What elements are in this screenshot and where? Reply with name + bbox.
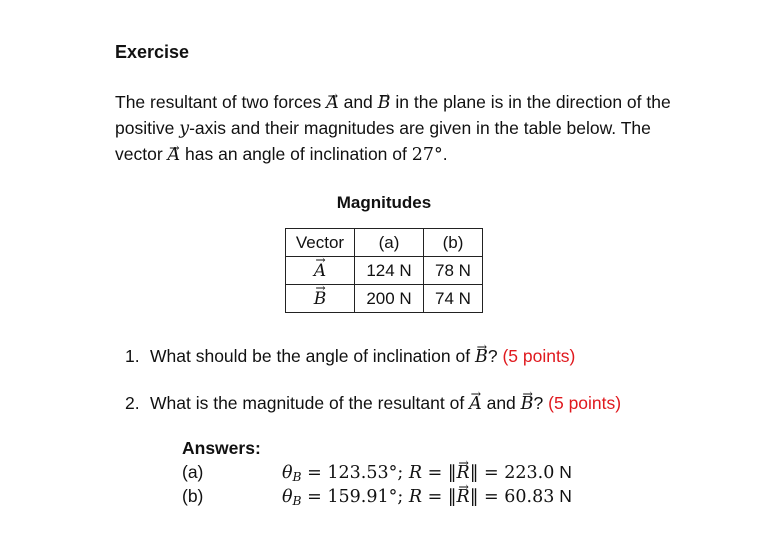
- points-label: (5 points): [548, 393, 622, 413]
- separator: ;: [397, 463, 409, 483]
- intro-text: and: [338, 92, 378, 112]
- table-header-cell: Vector: [286, 229, 355, 257]
- vector-a: → A: [469, 394, 482, 414]
- intro-text: has an angle of inclination of: [180, 144, 412, 164]
- separator: ;: [397, 487, 409, 507]
- vector-b: → B: [475, 347, 488, 367]
- vector-a: → A: [326, 91, 339, 116]
- intro-text: .: [442, 144, 448, 164]
- answer-unit: N: [554, 462, 572, 482]
- theta-subscript: B: [292, 494, 302, 509]
- exercise-heading: Exercise: [115, 42, 190, 62]
- table-header-cell: (b): [424, 229, 483, 257]
- table-cell: 78 N: [424, 257, 483, 285]
- norm-close: ‖ =: [469, 487, 505, 507]
- magnitudes-table: [285, 228, 483, 313]
- vector-b: → B: [378, 91, 391, 116]
- question-number: 2.: [125, 393, 140, 413]
- theta-symbol: θ: [282, 487, 293, 507]
- question-number: 1.: [125, 346, 140, 366]
- question-text: ?: [487, 346, 498, 366]
- table-cell-vector: [286, 285, 355, 313]
- vector-r: → R: [457, 487, 470, 507]
- intro-paragraph: [115, 90, 675, 168]
- points-label: (5 points): [502, 346, 576, 366]
- table-cell: 200 N: [355, 285, 424, 313]
- table-cell: 74 N: [424, 285, 483, 313]
- table-cell: 124 N: [355, 257, 424, 285]
- question-text: ?: [533, 393, 544, 413]
- vector-b: → B: [521, 394, 534, 414]
- equals: =: [301, 487, 328, 507]
- norm-open: = ‖: [422, 463, 457, 483]
- intro-text: -axis and their magnitudes are given in the table below. The vector: [115, 118, 651, 164]
- vector-a: → A: [168, 143, 181, 168]
- vector-b: → B: [314, 289, 327, 309]
- question-list: [125, 346, 621, 440]
- question-text: and: [481, 393, 521, 413]
- vector-r: → R: [457, 463, 470, 483]
- question-item: [125, 393, 621, 440]
- answer-formula: [282, 486, 572, 508]
- table-header-cell: (a): [355, 229, 424, 257]
- intro-text: in the plane is in the direction of the positive: [115, 92, 671, 138]
- norm-open: = ‖: [422, 487, 457, 507]
- inclination-angle: 27°: [411, 145, 443, 165]
- intro-text: The resultant of two forces: [115, 92, 327, 112]
- theta-symbol: θ: [282, 463, 293, 483]
- norm-close: ‖ =: [469, 463, 505, 483]
- answer-formula: [282, 462, 572, 484]
- answer-angle: 159.91°: [327, 487, 398, 507]
- question-text: What should be the angle of inclination of: [150, 346, 475, 366]
- answer-row: [182, 462, 572, 484]
- equals: =: [301, 463, 328, 483]
- answer-row: [182, 486, 572, 508]
- question-item: [125, 346, 621, 393]
- question-text: What is the magnitude of the resultant of: [150, 393, 470, 413]
- r-symbol: R: [408, 463, 422, 483]
- answer-magnitude: 60.83: [504, 487, 555, 507]
- answer-label: (a): [182, 462, 204, 482]
- theta-subscript: B: [292, 470, 302, 485]
- y-variable: y: [179, 119, 190, 139]
- table-row: [286, 285, 483, 313]
- table-caption: Magnitudes: [336, 193, 432, 212]
- vector-a: → A: [314, 261, 326, 281]
- answer-label: (b): [182, 486, 204, 506]
- answer-angle: 123.53°: [327, 463, 398, 483]
- answers-heading: Answers:: [182, 438, 261, 458]
- answer-unit: N: [554, 486, 572, 506]
- answer-magnitude: 223.0: [504, 463, 555, 483]
- r-symbol: R: [408, 487, 422, 507]
